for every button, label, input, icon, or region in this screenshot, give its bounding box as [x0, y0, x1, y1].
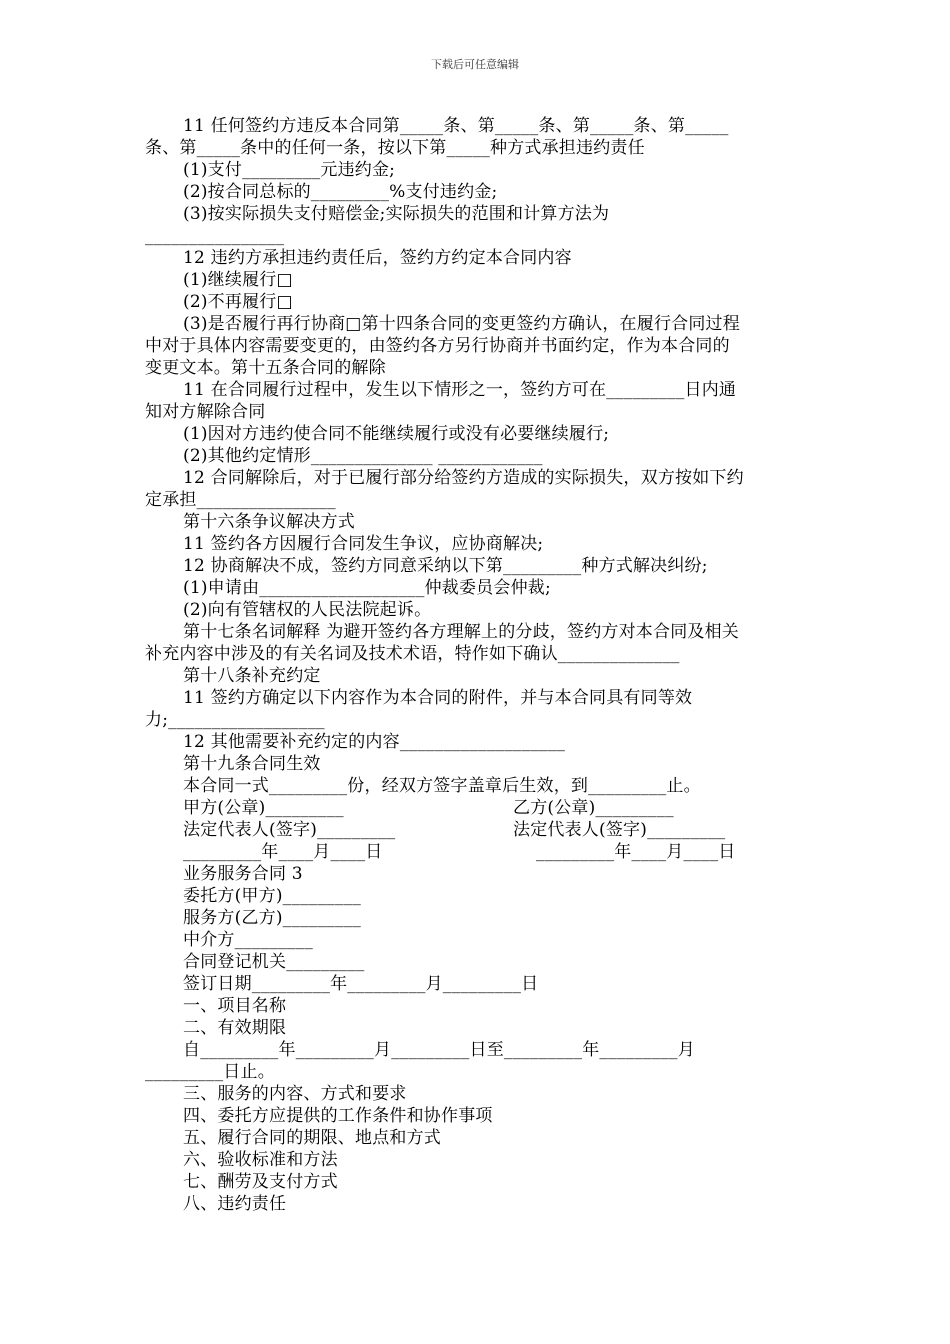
client-field: 委托方(甲方)_________ — [183, 886, 361, 906]
section-heading: 四、委托方应提供的工作条件和协作事项 — [183, 1106, 493, 1126]
signature-row-rep — [145, 819, 805, 841]
section-heading: 三、服务的内容、方式和要求 — [183, 1084, 407, 1104]
section-heading: 一、项目名称 — [183, 996, 287, 1016]
period-line: 自_________年_________月_________日至_________年_________月 — [183, 1040, 695, 1060]
period-line: _________日止。 — [145, 1062, 275, 1082]
text-line: 12 协商解决不成，签约方同意采纳以下第_________种方式解决纠纷; — [183, 556, 708, 576]
sign-date-field: 签订日期_________年_________月_________日 — [183, 974, 539, 994]
text-line: 12 合同解除后，对于已履行部分给签约方造成的实际损失，双方按如下约 — [183, 468, 744, 488]
section-heading: 八、违约责任 — [183, 1194, 287, 1214]
section-heading: 六、验收标准和方法 — [183, 1150, 338, 1170]
text-line: ________________ — [145, 226, 285, 246]
text-line: (2)不再履行□ — [183, 292, 293, 312]
text-line: (1)继续履行□ — [183, 270, 293, 290]
contract-title: 业务服务合同 3 — [183, 864, 303, 884]
text-line: 第十七条名词解释 为避开签约各方理解上的分歧，签约方对本合同及相关 — [183, 622, 740, 642]
text-line: (1)申请由___________________仲裁委员会仲裁; — [183, 578, 551, 598]
text-line: (1)因对方违约使合同不能继续履行或没有必要继续履行; — [183, 424, 610, 444]
text-line: (1)支付_________元违约金; — [183, 160, 396, 180]
text-line: 中对于具体内容需要变更的，由签约各方另行协商并书面约定，作为本合同的 — [145, 336, 730, 356]
text-line: 定承担________________ — [145, 490, 336, 510]
party-b-representative: 法定代表人(签字)_________ — [513, 820, 726, 840]
party-b-date: _________年____月____日 — [536, 842, 736, 862]
page-header: 下载后可任意编辑 — [431, 58, 519, 71]
text-line: 11 签约方确定以下内容作为本合同的附件，并与本合同具有同等效 — [183, 688, 693, 708]
section-heading: 第十九条合同生效 — [183, 754, 321, 774]
text-line: 11 任何签约方违反本合同第_____条、第_____条、第_____条、第_____ — [183, 116, 729, 136]
text-line: 11 在合同履行过程中，发生以下情形之一，签约方可在_________日内通 — [183, 380, 737, 400]
signature-row-seal — [145, 797, 805, 819]
text-line: (2)其他约定情形______________ ____________ — [183, 446, 543, 466]
party-a-representative: 法定代表人(签字)_________ — [183, 820, 396, 840]
section-heading: 七、酬劳及支付方式 — [183, 1172, 338, 1192]
text-line: 变更文本。第十五条合同的解除 — [145, 358, 386, 378]
section-heading: 第十六条争议解决方式 — [183, 512, 355, 532]
text-line: (3)是否履行再行协商□第十四条合同的变更签约方确认，在履行合同过程 — [183, 314, 740, 334]
text-line: (2)向有管辖权的人民法院起诉。 — [183, 600, 432, 620]
text-line: 11 签约各方因履行合同发生争议，应协商解决; — [183, 534, 544, 554]
section-heading: 五、履行合同的期限、地点和方式 — [183, 1128, 441, 1148]
text-line: (3)按实际损失支付赔偿金;实际损失的范围和计算方法为 — [183, 204, 610, 224]
party-a-seal: 甲方(公章)_________ — [183, 798, 344, 818]
text-line: 力;__________________ — [145, 710, 325, 730]
text-line: 补充内容中涉及的有关名词及技术术语，特作如下确认______________ — [145, 644, 680, 664]
text-line: 知对方解除合同 — [145, 402, 266, 422]
text-line: 12 违约方承担违约责任后，签约方约定本合同内容 — [183, 248, 572, 268]
section-heading: 第十八条补充约定 — [183, 666, 321, 686]
signature-row-date — [145, 841, 805, 863]
document-body — [145, 115, 805, 1215]
provider-field: 服务方(乙方)_________ — [183, 908, 361, 928]
text-line: 本合同一式_________份，经双方签字盖章后生效，到_________止。 — [183, 776, 701, 796]
text-line: (2)按合同总标的_________%支付违约金; — [183, 182, 498, 202]
text-line: 条、第_____条中的任何一条，按以下第_____种方式承担违约责任 — [145, 138, 645, 158]
section-heading: 二、有效期限 — [183, 1018, 287, 1038]
registry-field: 合同登记机关_________ — [183, 952, 365, 972]
party-a-date: _________年____月____日 — [183, 842, 383, 862]
text-line: 12 其他需要补充约定的内容___________________ — [183, 732, 566, 752]
party-b-seal: 乙方(公章)_________ — [513, 798, 674, 818]
agent-field: 中介方_________ — [183, 930, 313, 950]
